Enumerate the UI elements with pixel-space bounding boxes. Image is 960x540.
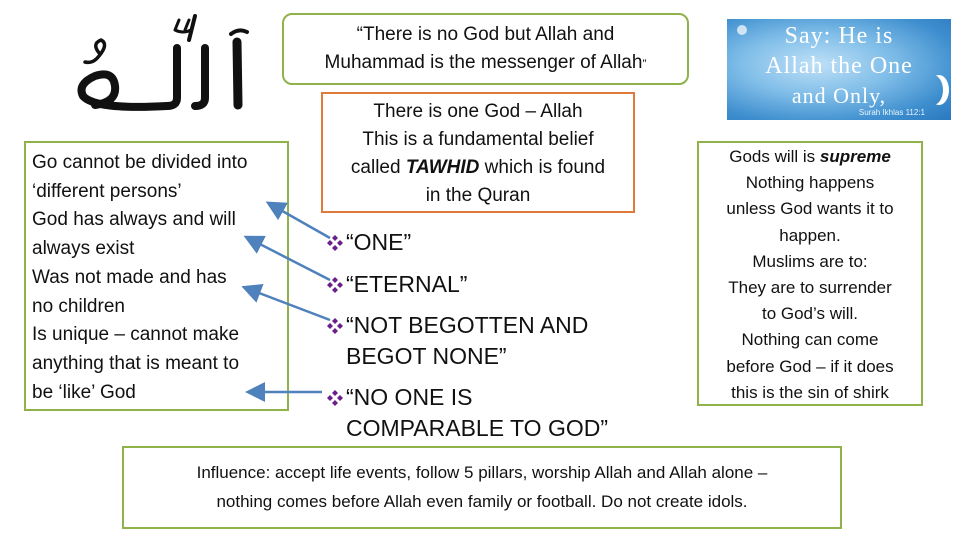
crescent-moon-icon (923, 75, 943, 105)
supreme-term: supreme (819, 147, 891, 166)
right-line: Nothing can come (741, 330, 879, 350)
left-line: no children (32, 295, 125, 317)
banner-line-1: Say: He is (784, 23, 894, 49)
allah-calligraphy-image (55, 10, 265, 115)
left-line: anything that is meant to (32, 352, 240, 374)
attribute-item-eternal (327, 269, 635, 300)
tawhid-line-3-post: which is found (479, 157, 606, 178)
tawhid-line-1: There is one God – Allah (373, 101, 583, 122)
right-line: Muslims are to: (752, 251, 868, 271)
shahada-line-2-text: Muhammad is the messenger of Allah (324, 52, 643, 73)
influence-line-1: Influence: accept life events, follow 5 pillars, worship Allah and Allah alone – (196, 463, 768, 482)
left-line: Go cannot be divided into (32, 152, 248, 173)
attribute-comparable-line-1: “NO ONE IS (346, 384, 473, 410)
attribute-item-one (327, 227, 635, 258)
influence-line-2: nothing comes before Allah even family or football. Do not create idols. (216, 492, 748, 511)
left-line: Was not made and has (32, 266, 227, 288)
banner-reference: Surah Ikhlas 112:1 (858, 108, 925, 117)
tawhid-line-2: This is a fundamental belief (362, 129, 594, 150)
right-line-1-pre: Gods will is (729, 147, 820, 166)
right-line: Nothing happens (745, 173, 875, 193)
diamond-bullet-icon (327, 318, 343, 334)
surah-ikhlas-attributes-list (321, 213, 635, 442)
say-he-is-allah-banner-image (727, 19, 951, 120)
shahada-close-quote: ” (642, 57, 647, 71)
right-line: to God’s will. (761, 304, 859, 324)
diamond-bullet-icon (327, 390, 343, 406)
banner-line-3: and Only, (791, 83, 887, 108)
attribute-one-text: “ONE” (346, 229, 412, 255)
gods-will-box (697, 141, 923, 406)
tawhid-line-3-pre: called (350, 157, 406, 178)
right-line: happen. (779, 225, 841, 245)
shahada-quote-box (282, 13, 689, 85)
left-line: God has always and will (32, 209, 236, 231)
left-line: be ‘like’ God (32, 381, 136, 403)
tawhid-definition-box (321, 92, 635, 213)
right-line: this is the sin of shirk (731, 382, 889, 402)
left-line: ‘different persons’ (32, 180, 182, 202)
shahada-line-1: “There is no God but Allah and (356, 24, 615, 45)
shahada-line-2 (284, 49, 687, 78)
left-line: always exist (32, 238, 135, 260)
tawhid-line-3 (323, 154, 633, 182)
right-line: before God – if it does (726, 356, 894, 376)
diamond-bullet-icon (327, 277, 343, 293)
attribute-item-no-one-comparable (327, 382, 635, 443)
right-line-1 (699, 144, 921, 170)
banner-line-2: Allah the One (765, 53, 913, 79)
influence-box (122, 446, 842, 529)
attribute-not-begotten-line-1: “NOT BEGOTTEN AND (346, 312, 589, 338)
right-line: unless God wants it to (726, 199, 894, 219)
right-line: They are to surrender (728, 278, 892, 298)
attribute-not-begotten-line-2: BEGOT NONE” (346, 342, 507, 369)
tawhid-term: TAWHID (405, 157, 480, 178)
god-attributes-explanation-box (24, 141, 289, 411)
left-line: Is unique – cannot make (32, 324, 240, 346)
attribute-eternal-text: “ETERNAL” (346, 270, 468, 297)
attribute-item-not-begotten (327, 310, 635, 371)
tawhid-line-4: in the Quran (425, 185, 531, 206)
attribute-comparable-line-2: COMPARABLE TO GOD” (346, 414, 608, 441)
diamond-bullet-icon (327, 235, 343, 251)
